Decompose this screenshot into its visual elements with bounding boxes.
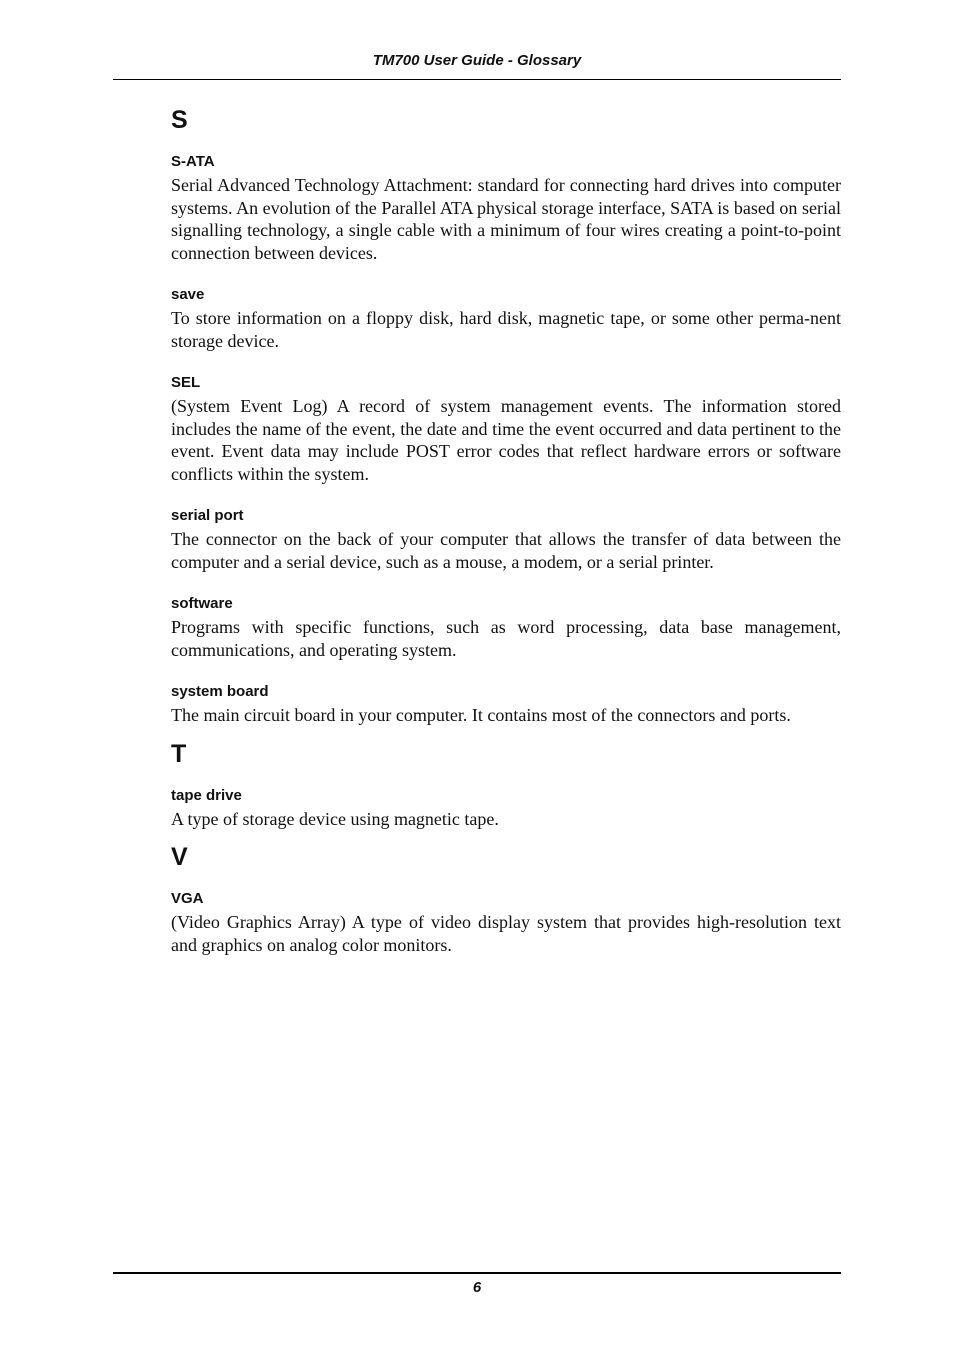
glossary-entry-system-board — [171, 683, 841, 727]
glossary-term: software — [171, 595, 233, 612]
glossary-definition: Serial Advanced Technology Attachment: standard for connecting hard drives into computer systems. An evolution of the Parallel ATA physical storage interface, SATA is based on serial signalling technology, a single cable with a minimum of four wires creating a point-to-point connection between devices. — [171, 175, 841, 263]
glossary-definition: A type of storage device using magnetic tape. — [171, 808, 499, 829]
glossary-term: serial port — [171, 507, 244, 524]
glossary-definition: The connector on the back of your computer that allows the transfer of data between the computer and a serial device, such as a mouse, a modem, or a serial printer. — [171, 529, 841, 572]
section-letter: V — [171, 843, 188, 871]
section-letter: S — [171, 106, 188, 134]
header-rule — [113, 79, 841, 80]
glossary-term: save — [171, 286, 205, 303]
glossary-definition: To store information on a floppy disk, hard disk, magnetic tape, or some other perma-nent storage device. — [171, 308, 841, 351]
footer-rule — [113, 1272, 841, 1274]
glossary-term: tape drive — [171, 786, 242, 804]
glossary-section-v — [171, 841, 841, 956]
glossary-entry-tape-drive — [171, 787, 841, 831]
glossary-term: S-ATA — [171, 153, 215, 170]
glossary-entry-vga — [171, 890, 841, 956]
glossary-content — [171, 104, 841, 956]
glossary-definition: (System Event Log) A record of system management events. The information stored includes the name of the event, the date and time the event occurred and data pertinent to the event. Event data may include POST error codes that reflect hardware errors or software conflicts within the system. — [171, 396, 841, 484]
glossary-entry-serial-port — [171, 507, 841, 573]
glossary-entry-software — [171, 595, 841, 661]
glossary-definition: The main circuit board in your computer. It contains most of the connectors and ports. — [171, 705, 791, 725]
glossary-entry-save — [171, 286, 841, 352]
glossary-term: VGA — [171, 890, 204, 907]
glossary-term: SEL — [171, 374, 201, 391]
glossary-entry-sel — [171, 374, 841, 485]
glossary-section-t — [171, 738, 841, 831]
glossary-section-s — [171, 104, 841, 727]
glossary-definition: (Video Graphics Array) A type of video display system that provides high-resolution text and graphics on analog color monitors. — [171, 912, 841, 955]
glossary-entry-s-ata — [171, 153, 841, 264]
section-letter: T — [171, 739, 187, 768]
glossary-term: system board — [171, 683, 269, 700]
page-header-title: TM700 User Guide - Glossary — [372, 52, 582, 69]
page-number: 6 — [472, 1279, 482, 1296]
glossary-definition: Programs with specific functions, such as word processing, data base management, communications, and operating system. — [171, 617, 841, 660]
